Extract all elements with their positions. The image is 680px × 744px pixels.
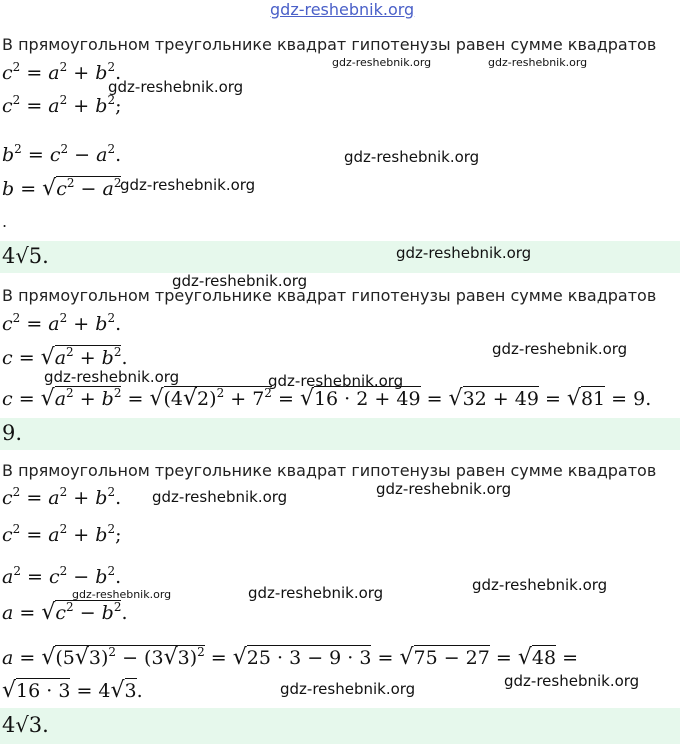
watermark: gdz-reshebnik.org — [72, 588, 172, 601]
watermark: gdz-reshebnik.org — [492, 340, 628, 358]
equation-pythagoras-2: $c^2 = a^2 + b^2$; — [2, 93, 122, 117]
equation-pythagoras-5: $c^2 = a^2 + b^2$; — [2, 522, 122, 546]
answer-2: 9. — [2, 421, 23, 445]
watermark: gdz-reshebnik.org — [344, 148, 480, 166]
equation-b-squared: $b^2 = c^2 - a^2$. — [2, 142, 122, 166]
theorem-text-1: В прямоугольном треугольнике квадрат гипотенузы равен сумме квадратов — [2, 35, 657, 54]
watermark: gdz-reshebnik.org — [120, 176, 256, 194]
watermark: gdz-reshebnik.org — [268, 372, 404, 390]
equation-pythagoras-4: $c^2 = a^2 + b^2$. — [2, 485, 122, 509]
watermark: gdz-reshebnik.org — [280, 680, 416, 698]
answer-band-2 — [0, 418, 680, 450]
theorem-text-3: В прямоугольном треугольнике квадрат гипотенузы равен сумме квадратов — [2, 461, 657, 480]
equation-c-root: $c = √a^2 + b^2$. — [2, 345, 128, 370]
watermark: gdz-reshebnik.org — [376, 480, 512, 498]
equation-a-squared: $a^2 = c^2 - b^2$. — [2, 564, 122, 588]
watermark: gdz-reshebnik.org — [332, 56, 432, 69]
equation-a-root: $a = √c^2 - b^2$. — [2, 600, 128, 625]
watermark: gdz-reshebnik.org — [172, 272, 308, 290]
equation-a-value: $a = √(5√3)^2 - (3√3)^2 = √25 \cdot 3 - 9 \cdot 3 = √75 - 27 = √48$ = — [2, 645, 579, 670]
watermark: gdz-reshebnik.org — [248, 584, 384, 602]
watermark: gdz-reshebnik.org — [152, 488, 288, 506]
stray-dot: . — [2, 212, 8, 231]
equation-pythagoras-3: $c^2 = a^2 + b^2$. — [2, 311, 122, 335]
equation-b-root: $b = √c^2 - a^2$ — [2, 176, 122, 201]
theorem-text-2: В прямоугольном треугольнике квадрат гипотенузы равен сумме квадратов — [2, 286, 657, 305]
watermark: gdz-reshebnik.org — [396, 244, 532, 262]
site-link[interactable]: gdz-reshebnik.org — [270, 0, 415, 19]
equation-c-value: $c = √a^2 + b^2 = √(4√2)^2 + 7^2 = √16 \cdot 2 + 49 = √32 + 49 = √81 = 9$. — [2, 386, 652, 411]
watermark: gdz-reshebnik.org — [108, 78, 244, 96]
watermark: gdz-reshebnik.org — [472, 576, 608, 594]
equation-pythagoras-1: $c^2 = a^2 + b^2$. — [2, 60, 122, 84]
answer-1: 4√5. — [2, 244, 49, 268]
watermark: gdz-reshebnik.org — [44, 368, 180, 386]
answer-band-1 — [0, 241, 680, 273]
watermark: gdz-reshebnik.org — [488, 56, 588, 69]
answer-3: 4√3. — [2, 713, 49, 737]
answer-band-3 — [0, 708, 680, 744]
equation-a-final: √16 · 3 = 4√3. — [2, 678, 143, 703]
watermark: gdz-reshebnik.org — [504, 672, 640, 690]
